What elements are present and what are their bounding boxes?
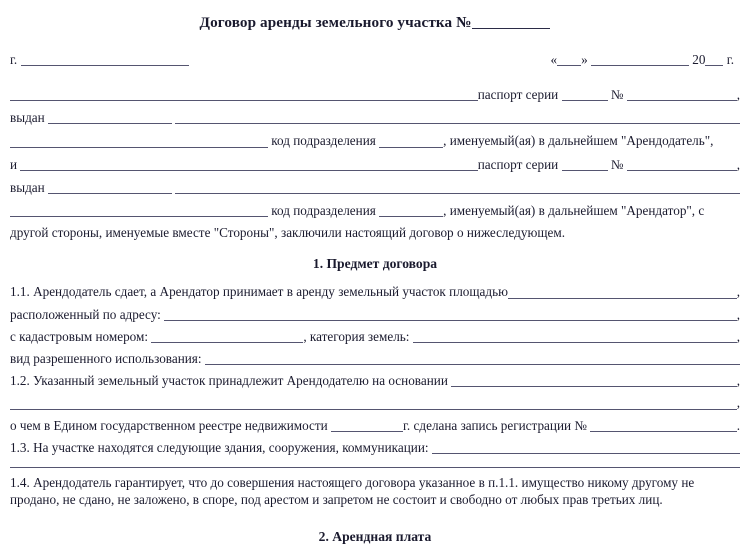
date-field <box>551 52 734 68</box>
landlord-division-code-blank[interactable] <box>379 147 443 148</box>
clause-1-2-row <box>10 374 740 387</box>
clause-1-2-cont-comma: , <box>736 395 740 411</box>
city-date-row <box>10 52 740 68</box>
date-quote-open: « <box>550 52 558 67</box>
tenant-division-row <box>10 204 740 217</box>
tenant-passport-number-sign: № <box>610 156 624 172</box>
tenant-passport-series-blank[interactable] <box>562 170 608 171</box>
landlord-name-row-comma: , <box>736 87 740 102</box>
clause-1-1-address-comma: , <box>736 306 740 322</box>
landlord-passport-number-blank[interactable] <box>627 100 737 101</box>
city-field <box>10 52 189 68</box>
clause-1-4-line-2: продано, не сдано, не заложено, в споре, под арестом и запретом не состоит и свободно от любых прав третьих лиц. <box>10 491 663 507</box>
city-label: г. <box>10 52 18 67</box>
landlord-issued-by-blank-cont[interactable] <box>10 147 268 148</box>
clause-1-1-cadastral-row <box>10 330 740 343</box>
tenant-name-row-comma: , <box>736 156 740 172</box>
clause-1-2-basis-cont-row <box>10 396 740 409</box>
landlord-issued-label: выдан <box>10 110 45 126</box>
date-month-blank[interactable] <box>591 65 689 66</box>
parties-closing-line: другой стороны, именуемые вместе "Стороны", заключили настоящий договор о нижеследующем. <box>10 225 565 241</box>
city-blank[interactable] <box>21 65 189 66</box>
clause-1-1-area-row <box>10 285 740 298</box>
tenant-passport-number-blank[interactable] <box>627 170 737 171</box>
landlord-named-text: , именуемый(ая) в дальнейшем "Арендодатель", <box>443 133 714 149</box>
clause-1-2-registry-number-blank[interactable] <box>590 431 736 432</box>
tenant-issued-label: выдан <box>10 179 45 195</box>
landlord-block <box>10 88 740 148</box>
tenant-division-code-label: код подразделения <box>271 203 376 219</box>
clause-1-2-registry-date-blank[interactable] <box>331 431 403 432</box>
clause-1-3-text: 1.3. На участке находятся следующие здания, сооружения, коммуникации: <box>10 439 429 455</box>
clause-1-3-row <box>10 441 740 454</box>
clause-1-1-intro: 1.1. Арендодатель сдает, а Арендатор принимает в аренду земельный участок площадью <box>10 284 508 300</box>
tenant-name-row <box>10 158 740 171</box>
clause-1-2-registry-row <box>10 419 740 432</box>
landlord-passport-series-blank[interactable] <box>562 100 608 101</box>
clause-1-3-blank[interactable] <box>432 453 740 454</box>
date-year-prefix: 20 <box>692 52 706 67</box>
page-title-text: Договор аренды земельного участка № <box>199 14 472 31</box>
landlord-division-row <box>10 134 740 147</box>
clause-1-4 <box>10 475 740 509</box>
tenant-issued-date-blank[interactable] <box>48 193 172 194</box>
and-conjunction: и <box>10 156 18 172</box>
date-year-suffix: г. <box>726 52 734 67</box>
clause-1-3-blank-cont[interactable] <box>10 467 740 468</box>
clause-1-1-cadastral-label: с кадастровым номером: <box>10 328 149 344</box>
clause-1-1-area-comma: , <box>736 284 740 300</box>
landlord-name-row <box>10 88 740 101</box>
landlord-passport-number-sign: № <box>610 87 624 102</box>
landlord-issued-by-blank[interactable] <box>175 123 740 124</box>
clause-1-2-basis-blank[interactable] <box>451 386 737 387</box>
tenant-issued-by-blank-cont[interactable] <box>10 216 268 217</box>
tenant-issued-by-blank[interactable] <box>175 193 740 194</box>
tenant-name-blank[interactable] <box>20 170 477 171</box>
date-day-blank[interactable] <box>557 65 581 66</box>
clause-1-1-cadastral-blank[interactable] <box>151 342 303 343</box>
tenant-passport-series-label: паспорт серии <box>477 156 559 172</box>
tenant-division-code-blank[interactable] <box>379 216 443 217</box>
landlord-division-code-label: код подразделения <box>271 133 376 149</box>
clause-1-1-permitted-use-label: вид разрешенного использования: <box>10 351 202 367</box>
page-title <box>10 0 740 32</box>
clause-1-2-registry-mid: г. сделана запись регистрации № <box>403 417 587 433</box>
clause-1-2-registry-end: . <box>736 417 740 433</box>
contract-number-blank[interactable] <box>472 28 550 29</box>
tenant-block <box>10 158 740 218</box>
section-1-body <box>10 285 740 508</box>
clause-1-2-comma: , <box>736 373 740 389</box>
clause-1-1-area-blank[interactable] <box>508 298 737 299</box>
clause-1-2-registry-prefix: о чем в Едином государственном реестре недвижимости <box>10 417 328 433</box>
clause-1-1-permitted-use-row <box>10 352 740 365</box>
date-year-blank[interactable] <box>705 65 723 66</box>
clause-1-1-category-blank[interactable] <box>413 342 737 343</box>
parties-block <box>10 88 740 239</box>
clause-1-1-permitted-use-blank[interactable] <box>205 364 740 365</box>
section-1-heading: 1. Предмет договора <box>312 256 438 272</box>
tenant-issued-row <box>10 181 740 194</box>
section-2-heading: 2. Арендная плата <box>318 528 432 544</box>
landlord-passport-series-label: паспорт серии <box>477 87 559 102</box>
clause-1-4-line-1: 1.4. Арендодатель гарантирует, что до совершения настоящего договора указанное в п.1.1. имущество никому другому не <box>10 475 695 491</box>
clause-1-1-address-blank[interactable] <box>164 320 737 321</box>
date-quote-close: » <box>581 52 588 67</box>
clause-1-1-category-label: , категория земель: <box>303 328 410 344</box>
landlord-name-blank[interactable] <box>10 100 478 101</box>
landlord-issued-date-blank[interactable] <box>48 123 172 124</box>
clause-1-1-address-label: расположенный по адресу: <box>10 306 161 322</box>
clause-1-1-category-comma: , <box>736 328 740 344</box>
clause-1-1-address-row <box>10 308 740 321</box>
clause-1-2-basis-blank-cont[interactable] <box>10 409 737 410</box>
clause-1-2-text: 1.2. Указанный земельный участок принадлежит Арендодателю на основании <box>10 373 448 389</box>
tenant-named-text: , именуемый(ая) в дальнейшем "Арендатор", с <box>443 203 705 219</box>
landlord-issued-row <box>10 111 740 124</box>
